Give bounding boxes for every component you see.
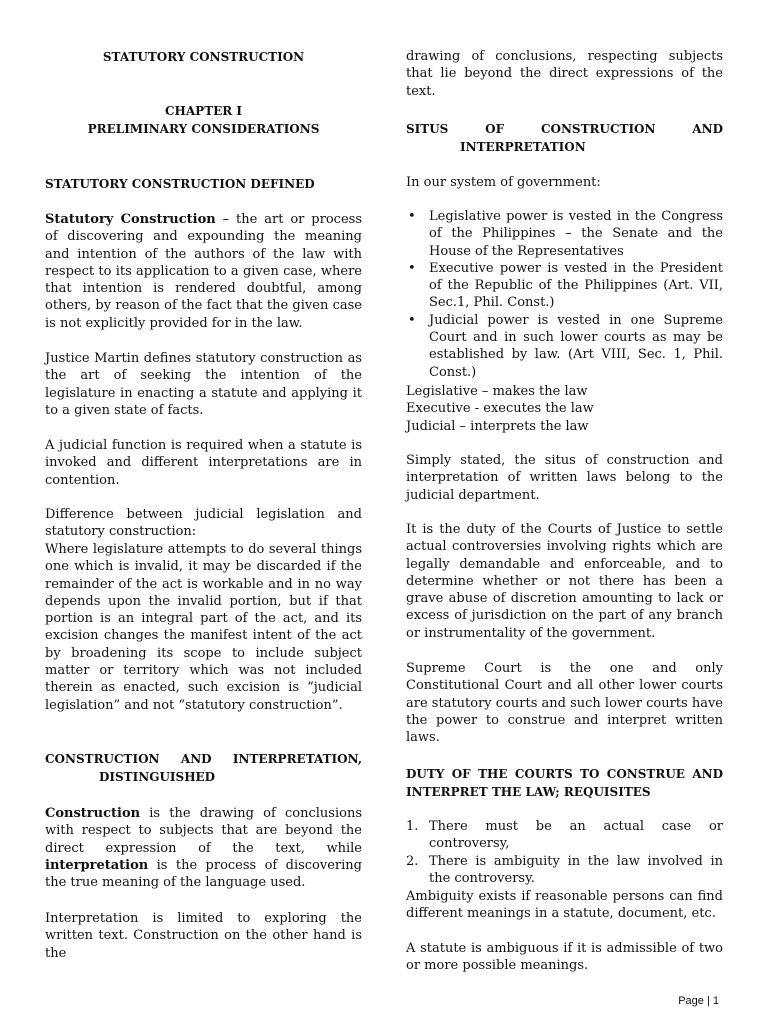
roles-list xyxy=(406,383,723,435)
role-line: Judicial – interprets the law xyxy=(406,418,589,434)
requisites-list xyxy=(406,818,723,887)
construction-text-end: is the process of discovering the true meaning of the language used. xyxy=(45,857,362,891)
difference-body: Where legislature attempts to do several things one which is invalid, it may be discarded if the remainder of the act is workable and in no way depends upon the invalid portion, but if that portion is an integral part of the act, and its excision changes the manifest intent of the act by broadening its scope to include subject matter or territory which was not included therein as enacted, such excision is “judicial legislation” and not “statutory construction”. xyxy=(45,542,362,713)
martin-paragraph: Justice Martin defines statutory construction as the art of seeking the intention of the legislature in enacting a statute and applying it to a given state of facts. xyxy=(45,351,362,418)
list-number: 1. xyxy=(406,819,419,834)
powers-list xyxy=(406,208,723,381)
section-heading-duty: DUTY OF THE COURTS TO CONSTRUE AND INTERPRET THE LAW; REQUISITES xyxy=(406,767,723,799)
construction-paragraph xyxy=(45,805,362,891)
list-item: • Judicial power is vested in one Supreme Court and in such lower courts as may be established by law. (Art VIII, Sec. 1, Phil. Const.) xyxy=(406,312,723,381)
section-heading-defined: STATUTORY CONSTRUCTION DEFINED xyxy=(45,177,315,191)
ambiguity-paragraph: Ambiguity exists if reasonable persons can find different meanings in a statute, document, etc. xyxy=(406,889,723,922)
list-item xyxy=(406,853,723,888)
list-item xyxy=(406,818,723,853)
judicial-function-paragraph: A judicial function is required when a statute is invoked and different interpretations are in contention. xyxy=(45,438,362,488)
interpretation-term: interpretation xyxy=(45,857,149,873)
supreme-court-paragraph: Supreme Court is the one and only Constitutional Court and all other lower courts are statutory courts and such lower courts have the power to construe and interpret written laws. xyxy=(406,661,723,746)
definition-term: Statutory Construction xyxy=(45,212,216,227)
role-line: Executive - executes the law xyxy=(406,401,594,417)
list-item: • Legislative power is vested in the Congress of the Philippines – the Senate and the House of the Representatives xyxy=(406,208,723,260)
interpretation-limited-paragraph: Interpretation is limited to exploring the written text. Construction on the other hand is the xyxy=(45,911,362,961)
section-heading-situs: SITUS OF CONSTRUCTION AND xyxy=(406,122,723,136)
construction-text: is the drawing of conclusions with respect to subjects that are beyond the direct expression of the text, while xyxy=(45,806,362,856)
list-item: • Executive power is vested in the President of the Republic of the Philippines (Art. VII, Sec.1, Phil. Const.) xyxy=(406,260,723,312)
difference-intro: Difference between judicial legislation and statutory construction: xyxy=(45,507,362,540)
definition-paragraph xyxy=(45,211,362,332)
simply-stated-paragraph: Simply stated, the situs of construction and interpretation of written laws belong to the judicial department. xyxy=(406,453,723,503)
definition-text: – the art or process of discovering and expounding the meaning and intention of the authors of the law with respect to its application to a given case, where that intention is rendered doubtful, among others, by reason of the fact that the given case is not explicitly provided for in the law. xyxy=(45,212,362,331)
list-text: There is ambiguity in the law involved in the controversy. xyxy=(429,853,723,886)
list-text: There must be an actual case or controversy, xyxy=(429,819,723,852)
document-title: STATUTORY CONSTRUCTION xyxy=(102,50,305,64)
continuation-paragraph: drawing of conclusions, respecting subjects that lie beyond the direct expressions of the text. xyxy=(406,49,723,99)
section-heading-distinguished-line2: DISTINGUISHED xyxy=(99,770,216,784)
chapter-title: PRELIMINARY CONSIDERATIONS xyxy=(87,122,320,136)
section-heading-distinguished: CONSTRUCTION AND INTERPRETATION, xyxy=(45,752,362,766)
section-heading-situs-line2: INTERPRETATION xyxy=(460,140,586,154)
ambiguous-statute-paragraph: A statute is ambiguous if it is admissible of two or more possible meanings. xyxy=(406,941,723,974)
page-number: Page | 1 xyxy=(678,995,719,1007)
construction-term: Construction xyxy=(45,806,141,821)
chapter-number: CHAPTER I xyxy=(164,104,243,118)
list-number: 2. xyxy=(406,853,419,869)
role-line: Legislative – makes the law xyxy=(406,384,588,399)
courts-duty-paragraph: It is the duty of the Courts of Justice to settle actual controversies involving rights which are legally demandable and enforceable, and to determine whether or not there has been a grave abuse of discretion amounting to lack or excess of jurisdiction on the part of any branch or instrumentality of the government. xyxy=(406,522,723,641)
government-intro: In our system of government: xyxy=(406,175,601,190)
